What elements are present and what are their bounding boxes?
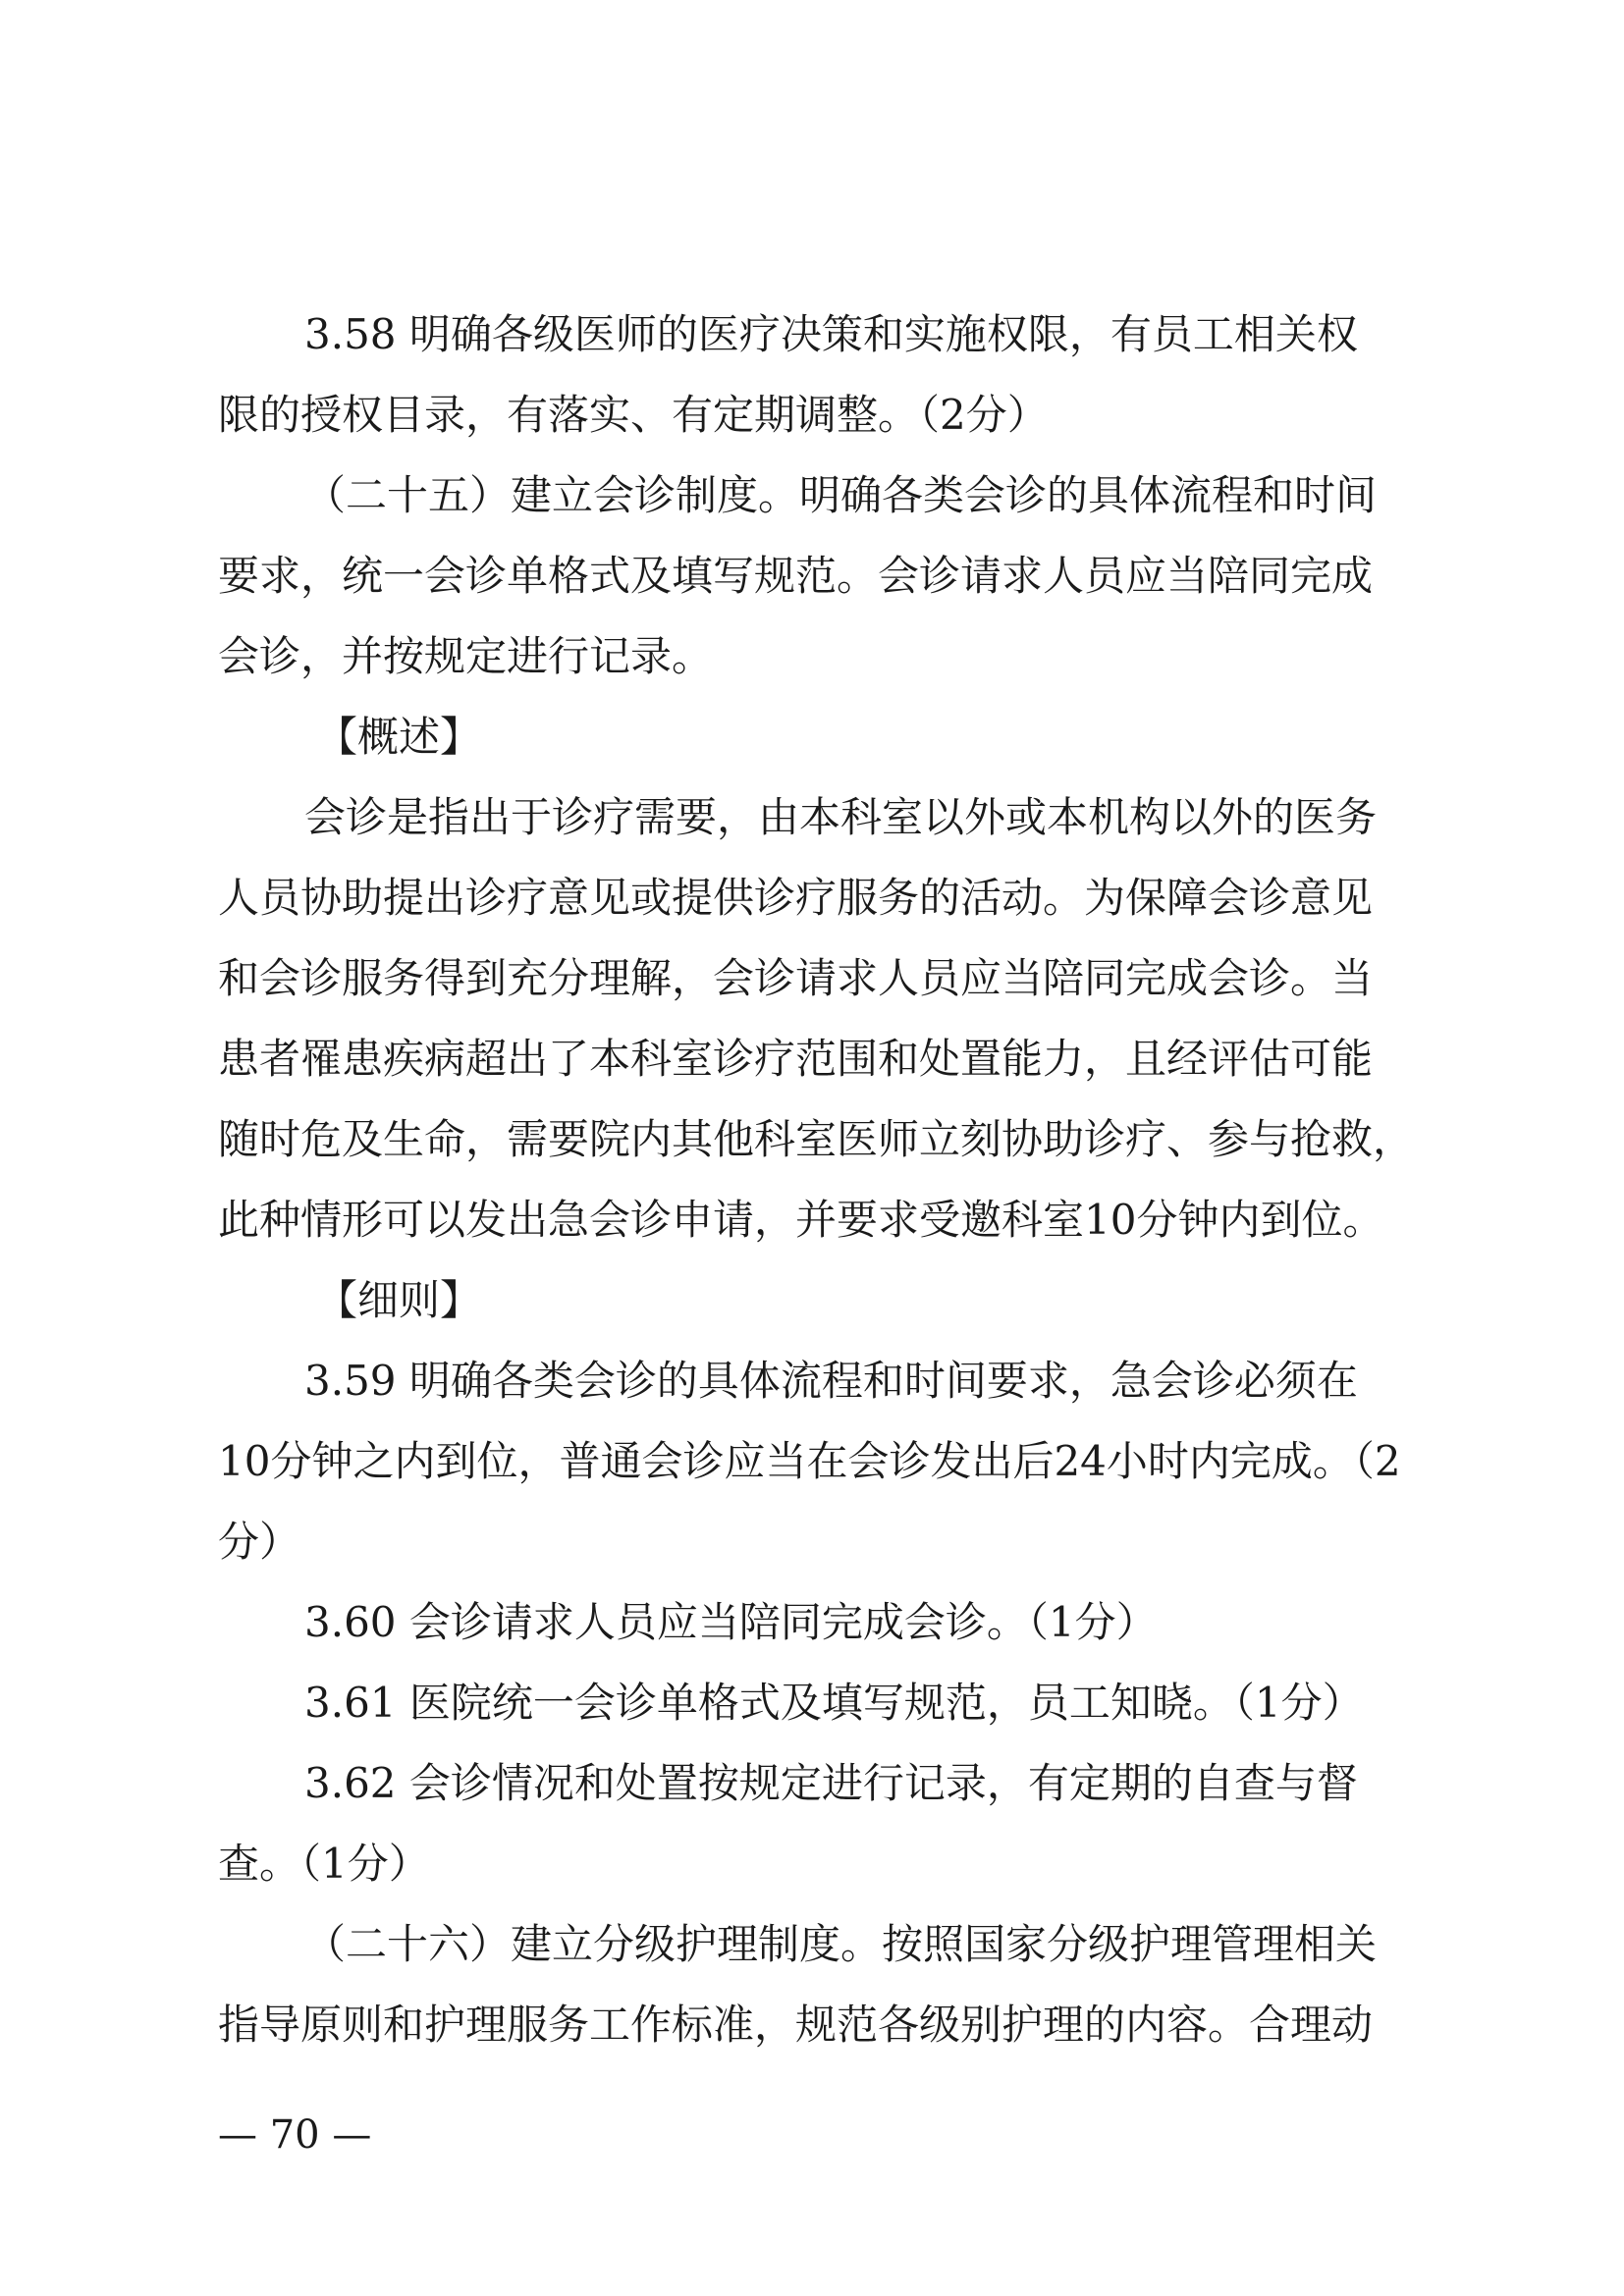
page-number: — 70 — (218, 2112, 372, 2158)
text-line: 人员协助提出诊疗意见或提供诊疗服务的活动。为保障会诊意见 (218, 874, 1374, 922)
text-line: 3.59 明确各类会诊的具体流程和时间要求，急会诊必须在 (304, 1357, 1358, 1405)
text-line: 分） (218, 1518, 301, 1566)
section-title: （二十五）建立会诊制度。明确各类会诊的具体流程和时间 (304, 471, 1378, 519)
text-line: 限的授权目录，有落实、有定期调整。（2分） (218, 391, 1049, 439)
text-line: 要求，统一会诊单格式及填写规范。会诊请求人员应当陪同完成 (218, 552, 1374, 600)
text-line: 10分钟之内到位，普通会诊应当在会诊发出后24小时内完成。（2 (218, 1437, 1401, 1485)
text-line: 和会诊服务得到充分理解，会诊请求人员应当陪同完成会诊。当 (218, 954, 1374, 1002)
text-line: 指导原则和护理服务工作标准，规范各级别护理的内容。合理动 (218, 2001, 1374, 2049)
text-line: 患者罹患疾病超出了本科室诊疗范围和处置能力，且经评估可能 (218, 1035, 1374, 1083)
document-body (218, 294, 1426, 2065)
section-title: （二十六）建立分级护理制度。按照国家分级护理管理相关 (304, 1920, 1378, 1968)
text-line: 查。（1分） (218, 1840, 430, 1888)
text-line: 3.60 会诊请求人员应当陪同完成会诊。（1分） (304, 1598, 1158, 1646)
text-line: 3.62 会诊情况和处置按规定进行记录，有定期的自查与督 (304, 1759, 1358, 1807)
text-line: 3.58 明确各级医师的医疗决策和实施权限，有员工相关权 (304, 310, 1358, 358)
text-line: 此种情形可以发出急会诊申请，并要求受邀科室10分钟内到位。 (218, 1196, 1384, 1244)
text-line: 会诊是指出于诊疗需要，由本科室以外或本机构以外的医务 (304, 793, 1378, 841)
text-line: 3.61 医院统一会诊单格式及填写规范，员工知晓。（1分） (304, 1679, 1364, 1727)
text-line: 随时危及生命，需要院内其他科室医师立刻协助诊疗、参与抢救， (218, 1115, 1415, 1163)
text-line: 会诊，并按规定进行记录。 (218, 632, 714, 680)
subheading-overview: 【概述】 (316, 713, 482, 761)
subheading-rules: 【细则】 (316, 1276, 482, 1324)
